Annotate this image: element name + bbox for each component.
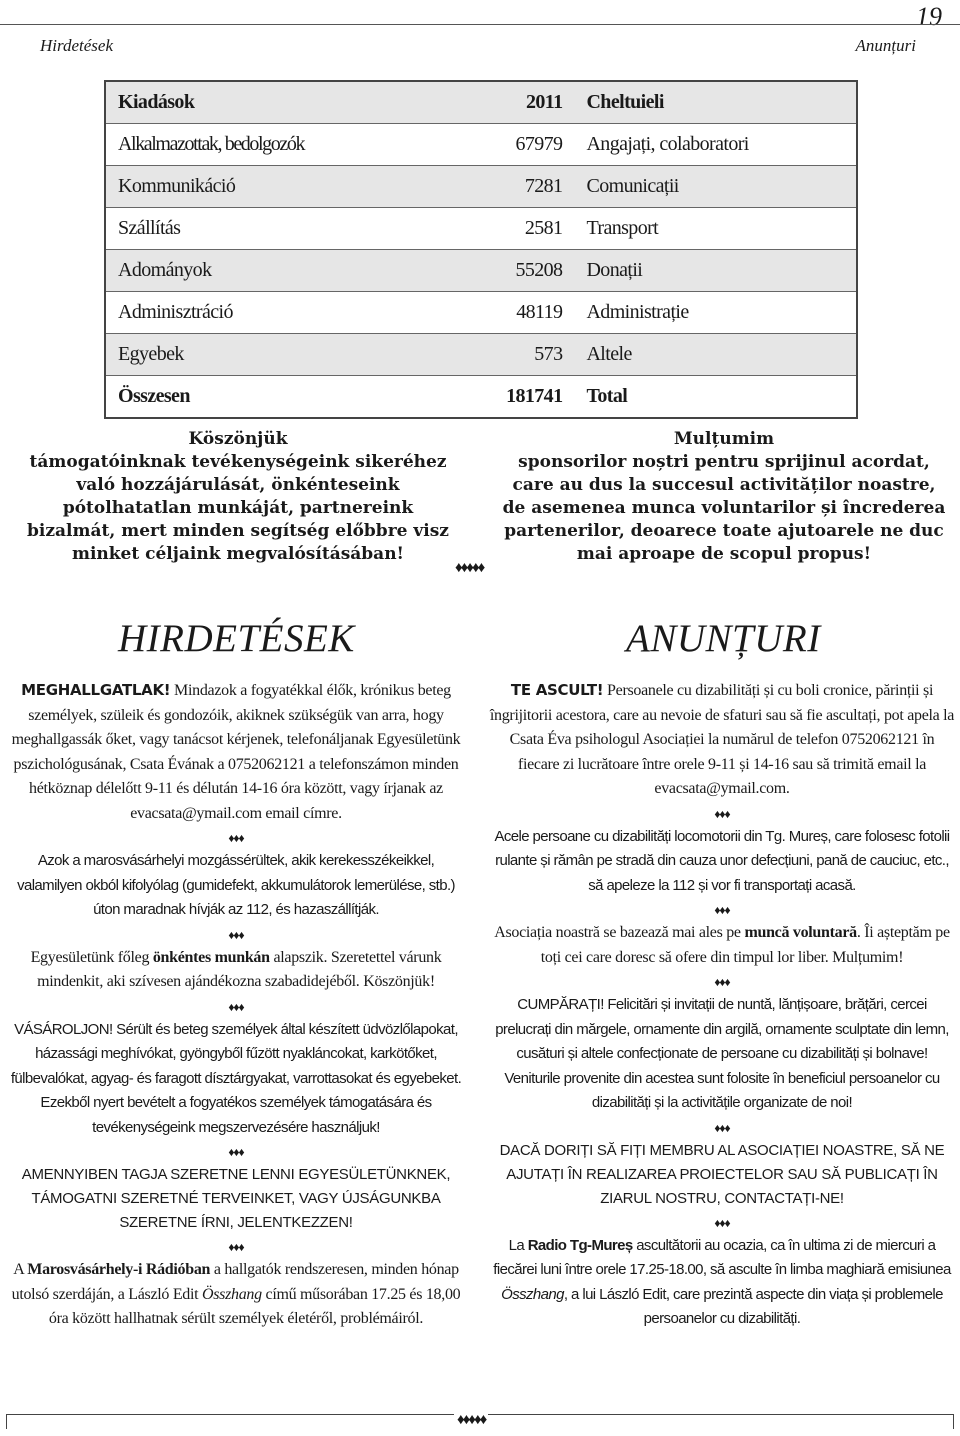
thanks-hu [18, 428, 458, 566]
ad-paragraph: Azok a marosvásárhelyi mozgássérültek, akik kerekesszékeikkel, valamilyen okból kifolyólag (gumidefekt, akkumulátorok lemerülése, stb.) úton maradnak hívják az 112, és hazaszállítják. [17, 852, 455, 918]
ad-emphasis: Marosvásárhely-i Rádióban [27, 1261, 211, 1278]
diamond-separator: ♦♦♦ [228, 927, 244, 942]
thanks-line: való hozzájárulását, önkénteseink [76, 475, 400, 495]
row-label-hu: Kommunikáció [105, 166, 457, 208]
table-row [105, 292, 857, 334]
row-value: 48119 [457, 292, 574, 334]
table-row [105, 166, 857, 208]
table-row [105, 334, 857, 376]
total-value: 181741 [457, 376, 574, 419]
row-label-ro: Administrație [574, 292, 857, 334]
row-value: 7281 [457, 166, 574, 208]
column-hu [6, 678, 466, 1332]
thanks-line: care au dus la succesul activităților noastre, [512, 475, 936, 495]
header-year: 2011 [457, 81, 574, 124]
ad-emphasis: muncă voluntară [744, 924, 857, 941]
ad-text: című műsorában 17.25 és 18,00 óra között hallhatnak sérült személyek életéről, problémáiról. [48, 1285, 461, 1327]
page-number: 19 [916, 2, 942, 31]
running-header-right: Anunțuri [855, 36, 916, 55]
row-label-ro: Comunicații [574, 166, 857, 208]
header-rule [0, 24, 960, 25]
ad-text: Persoanele cu dizabilități și cu boli cronice, părinții și îngrijitorii acestora, care au nevoie de sfaturi sau să fie ascultați, pot apela la Csata Éva psihologul Asociației la numărul de telefon 0752062121 în fiecare zi lucrătoare între orele 9-11 și 14-16 sau să trimită email la evacsata@ymail.com. [489, 682, 955, 797]
column-ro [488, 678, 956, 1332]
ad-program-name: Összhang [501, 1285, 564, 1303]
expenses-table [104, 80, 858, 419]
table-row [105, 124, 857, 166]
diamond-separator: ♦♦♦ [714, 903, 730, 917]
diamond-separator: ♦♦♦ [714, 975, 730, 989]
thanks-line: Köszönjük [188, 429, 288, 449]
table-header-row [105, 81, 857, 124]
ad-text: , a lui László Edit, care prezintă aspecte din viața și problemele persoanelor cu dizabilități. [563, 1285, 943, 1327]
diamond-separator: ♦♦♦ [714, 1120, 730, 1135]
row-label-hu: Szállítás [105, 208, 457, 250]
running-header-left: Hirdetések [40, 36, 114, 55]
diamond-separator: ♦♦♦ [228, 831, 244, 845]
thanks-line: minket céljaink megvalósításában! [71, 544, 405, 564]
ad-lead: TE ASCULT! [510, 681, 604, 699]
ad-text: Mindazok a fogyatékkal élők, krónikus beteg személyek, szüleik és gondozóik, akiknek szükségük van arra, hogy meghallgassák őket, vagy tanácsot kérjenek, telefonáljanak Egyesületünk pszichológusának, Csata Évának a 0752062121 a telefonszámon minden hétköznap délelőtt 9-11 és délután 14-16 óra között, vagy írjanak az evacsata@ymail.com email címre. [11, 682, 461, 822]
row-value: 55208 [457, 250, 574, 292]
thanks-line: sponsorilor noștri pentru sprijinul acordat, [518, 452, 930, 472]
ad-paragraph [6, 946, 466, 995]
table-row [105, 208, 857, 250]
ad-paragraph: VÁSÁROLJON! Sérült és beteg személyek által készített üdvözlőlapokat, házassági meghívókat, gyöngyből fűzött nyakláncokat, karkötőket, fülbevalókat, agyag- és faragott dísztárgyakat, varrottasokat és egyebeket. Ezekből nyert bevételt a fogyatékos személyek támogatására és tevékenységeink megszervezésére használjuk! [10, 1020, 462, 1136]
thanks-line: partenerilor, deoarece toate ajutoarele ne duc [504, 521, 944, 541]
row-value: 2581 [457, 208, 574, 250]
diamond-separator: ♦♦♦♦♦ [454, 1412, 488, 1429]
thanks-line: támogatóinknak tevékenységeink sikeréhez [29, 452, 447, 472]
ad-emphasis: Radio Tg-Mureș [527, 1236, 633, 1254]
ad-paragraph [488, 678, 956, 802]
ad-text: A [13, 1261, 28, 1278]
ad-text: ascultătorii au ocazia, ca în ultima zi de miercuri a fiecărei luni între orele 17.25-18.00, să asculte în limba maghiară emisiunea [493, 1236, 951, 1278]
thanks-line: bizalmát, mert minden segítség előbbre visz [27, 521, 449, 541]
diamond-separator: ♦♦♦ [714, 1215, 730, 1230]
diamond-separator: ♦♦♦ [228, 1145, 244, 1159]
diamond-separator: ♦♦♦ [714, 806, 730, 821]
diamond-separator: ♦♦♦ [228, 1240, 244, 1254]
row-label-ro: Donații [574, 250, 857, 292]
header-hu: Kiadások [105, 81, 457, 124]
row-value: 573 [457, 334, 574, 376]
row-label-ro: Angajați, colaboratori [574, 124, 857, 166]
diamond-separator: ♦♦♦♦♦ [455, 560, 484, 576]
row-label-hu: Adminisztráció [105, 292, 457, 334]
ad-paragraph [488, 1234, 956, 1332]
thanks-line: de asemenea munca voluntarilor și încrederea [502, 498, 946, 518]
thanks-line: pótolhatatlan munkáját, partnereink [62, 498, 414, 518]
ad-text: . Îi așteptăm pe toți cei care doresc să ofere din timpul lor liber. Mulțumim! [540, 924, 950, 966]
ad-paragraph: CUMPĂRAȚI! Felicitări și invitații de nuntă, lănțișoare, brățări, cercei prelucrați din mărgele, ornamente din argilă, ornamente sculptate din lemn, cusături și altele confecționate de persoane cu dizabilități și bolnave! Veniturile provenite din acestea sunt folosite în beneficiul persoanelor cu dizabilități și la activitățile organizate de noi! [495, 996, 949, 1111]
total-label-ro: Total [574, 376, 857, 419]
ad-text: Asociația noastră se bazează mai ales pe [494, 924, 745, 941]
ad-text: alapszik. Szeretettel várunk mindenkit, aki szívesen ajándékozna szabadidejéből. Köszönjük! [37, 948, 442, 990]
thanks-ro [492, 428, 956, 566]
row-label-hu: Adományok [105, 250, 457, 292]
ad-paragraph [488, 921, 956, 970]
ad-paragraph: DACĂ DORIȚI SĂ FIȚI MEMBRU AL ASOCIAȚIEI NOASTRE, SĂ NE AJUTAȚI ÎN REALIZAREA PROIECTELOR SAU SĂ PUBLICAȚI ÎN ZIARUL NOSTRU, CONTACTAȚI-NE! [499, 1141, 945, 1207]
total-label-hu: Összesen [105, 376, 457, 419]
thanks-line: Mulțumim [673, 429, 775, 449]
row-label-ro: Transport [574, 208, 857, 250]
ad-paragraph: Acele persoane cu dizabilități locomotorii din Tg. Mureș, care folosesc fotolii rulante și rămân pe stradă din cauza unor defecțiuni, pană de cauciuc, etc., să apeleze la 112 și vor fi transportați acasă. [494, 827, 950, 894]
section-title-hu: HIRDETÉSEK [118, 617, 355, 660]
ad-paragraph [6, 1258, 466, 1332]
ad-text: Egyesületünk főleg [30, 948, 153, 966]
table-row [105, 250, 857, 292]
row-value: 67979 [457, 124, 574, 166]
row-label-hu: Egyebek [105, 334, 457, 376]
ad-text: a hallgatók rendszeresen, minden hónap utolsó szerdáján, a László Edit [11, 1261, 459, 1303]
ad-program-name: Összhang [201, 1285, 262, 1303]
thanks-line: mai aproape de scopul propus! [576, 544, 872, 564]
table-total-row [105, 376, 857, 419]
ad-emphasis: önkéntes munkán [152, 948, 270, 966]
row-label-ro: Altele [574, 334, 857, 376]
row-label-hu: Alkalmazottak, bedolgozók [105, 124, 457, 166]
section-title-ro: ANUNȚURI [626, 617, 821, 660]
ad-paragraph [6, 678, 466, 826]
header-ro: Cheltuieli [574, 81, 857, 124]
ad-paragraph: AMENNYIBEN TAGJA SZERETNE LENNI EGYESÜLETÜNKNEK, TÁMOGATNI SZERETNÉ TERVEINKET, VAGY ÚJSÁGUNKBA SZERETNE ÍRNI, JELENTKEZZEN! [21, 1166, 451, 1231]
diamond-separator: ♦♦♦ [228, 999, 244, 1014]
ad-lead: MEGHALLGATLAK! [21, 681, 171, 699]
ad-text: La [508, 1236, 528, 1254]
